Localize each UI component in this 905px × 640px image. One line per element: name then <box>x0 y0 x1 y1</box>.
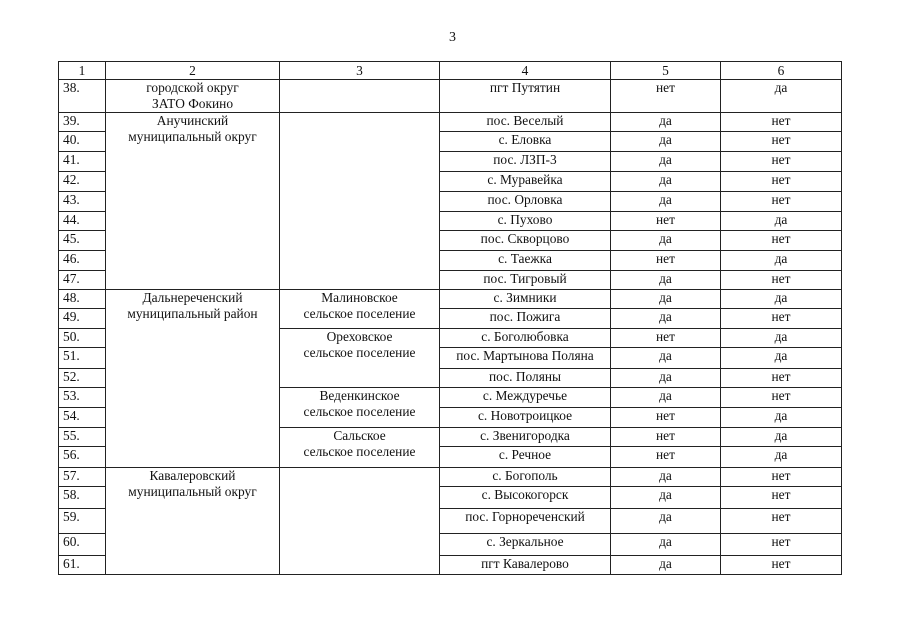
row-number: 47. <box>59 271 106 290</box>
settlement-name: пос. Скворцово <box>440 231 611 251</box>
cell-text-line: Веденкинское <box>319 388 400 403</box>
column-5-value: да <box>611 231 721 251</box>
row-number: 38. <box>59 80 106 113</box>
row-number: 58. <box>59 487 106 509</box>
cell-text-line: сельское поселение <box>303 404 416 419</box>
settlement-name: пос. Мартынова Поляна <box>440 348 611 369</box>
row-number: 42. <box>59 172 106 192</box>
column-6-value: нет <box>721 172 842 192</box>
table-row <box>59 113 842 132</box>
settlement-name: пгт Кавалерово <box>440 556 611 575</box>
settlement-name: пос. Тигровый <box>440 271 611 290</box>
municipality-cell <box>280 428 440 468</box>
settlement-name: пос. Пожига <box>440 309 611 329</box>
cell-text-line: муниципальный округ <box>128 129 257 144</box>
settlement-name: с. Еловка <box>440 132 611 152</box>
row-number: 46. <box>59 251 106 271</box>
municipality-cell <box>280 468 440 575</box>
district-cell <box>106 468 280 575</box>
cell-text-line: Малиновское <box>321 290 398 305</box>
settlements-table <box>58 61 842 575</box>
column-5-value: да <box>611 172 721 192</box>
row-number: 55. <box>59 428 106 447</box>
municipality-cell <box>280 113 440 290</box>
row-number: 50. <box>59 329 106 348</box>
column-5-value: да <box>611 290 721 309</box>
settlement-name: пгт Путятин <box>440 80 611 113</box>
cell-text-line: Анучинский <box>156 113 229 128</box>
column-5-value: нет <box>611 428 721 447</box>
municipality-cell <box>280 290 440 329</box>
settlement-name: с. Муравейка <box>440 172 611 192</box>
column-6-value: нет <box>721 509 842 534</box>
row-number: 49. <box>59 309 106 329</box>
row-number: 52. <box>59 369 106 388</box>
column-6-value: нет <box>721 113 842 132</box>
column-6-value: да <box>721 447 842 468</box>
column-6-value: нет <box>721 231 842 251</box>
column-6-value: нет <box>721 192 842 212</box>
row-number: 54. <box>59 408 106 428</box>
column-5-value: да <box>611 271 721 290</box>
cell-text-line: ЗАТО Фокино <box>151 96 234 111</box>
row-number: 60. <box>59 534 106 556</box>
page-number: 3 <box>449 30 456 45</box>
settlement-name: пос. ЛЗП-3 <box>440 152 611 172</box>
settlement-name: с. Зеркальное <box>440 534 611 556</box>
column-5-value: да <box>611 132 721 152</box>
row-number: 53. <box>59 388 106 408</box>
column-5-value: да <box>611 309 721 329</box>
column-6-value: да <box>721 80 842 113</box>
column-6-value: нет <box>721 487 842 509</box>
row-number: 57. <box>59 468 106 487</box>
cell-text-line: муниципальный округ <box>128 484 257 499</box>
column-5-value: нет <box>611 408 721 428</box>
column-5-value: да <box>611 348 721 369</box>
column-6-value: нет <box>721 132 842 152</box>
row-number: 59. <box>59 509 106 534</box>
district-cell <box>106 290 280 468</box>
column-5-value: да <box>611 487 721 509</box>
row-number: 56. <box>59 447 106 468</box>
district-cell <box>106 80 280 113</box>
column-header: 3 <box>280 62 440 80</box>
settlement-name: с. Новотроицкое <box>440 408 611 428</box>
column-6-value: нет <box>721 556 842 575</box>
district-cell <box>106 113 280 290</box>
column-header: 2 <box>106 62 280 80</box>
column-5-value: да <box>611 534 721 556</box>
settlement-name: с. Пухово <box>440 212 611 231</box>
column-5-value: да <box>611 388 721 408</box>
column-5-value: нет <box>611 447 721 468</box>
row-number: 45. <box>59 231 106 251</box>
cell-text-line: Ореховское <box>326 329 393 344</box>
column-5-value: да <box>611 556 721 575</box>
settlement-name: пос. Поляны <box>440 369 611 388</box>
column-header: 6 <box>721 62 842 80</box>
column-5-value: нет <box>611 251 721 271</box>
cell-text-line: Кавалеровский <box>149 468 236 483</box>
cell-text-line: сельское поселение <box>303 306 416 321</box>
column-6-value: нет <box>721 152 842 172</box>
column-6-value: да <box>721 290 842 309</box>
column-6-value: да <box>721 428 842 447</box>
cell-text-line: сельское поселение <box>303 444 416 459</box>
municipality-cell <box>280 388 440 428</box>
municipality-cell <box>280 80 440 113</box>
cell-text-line: сельское поселение <box>303 345 416 360</box>
settlement-name: пос. Орловка <box>440 192 611 212</box>
column-6-value: нет <box>721 309 842 329</box>
column-6-value: да <box>721 329 842 348</box>
column-header: 4 <box>440 62 611 80</box>
column-6-value: да <box>721 251 842 271</box>
row-number: 39. <box>59 113 106 132</box>
row-number: 43. <box>59 192 106 212</box>
row-number: 44. <box>59 212 106 231</box>
cell-text-line: городской округ <box>146 80 239 95</box>
settlement-name: пос. Веселый <box>440 113 611 132</box>
column-6-value: да <box>721 408 842 428</box>
cell-text-line: Сальское <box>333 428 386 443</box>
column-5-value: да <box>611 509 721 534</box>
header-row <box>59 62 842 80</box>
column-6-value: нет <box>721 534 842 556</box>
column-6-value: нет <box>721 271 842 290</box>
cell-text-line: муниципальный район <box>127 306 258 321</box>
column-5-value: нет <box>611 212 721 231</box>
table-row <box>59 80 842 113</box>
settlement-name: с. Богополь <box>440 468 611 487</box>
settlement-name: пос. Горнореченский <box>440 509 611 534</box>
table-row <box>59 290 842 309</box>
column-5-value: нет <box>611 80 721 113</box>
row-number: 51. <box>59 348 106 369</box>
settlement-name: с. Боголюбовка <box>440 329 611 348</box>
municipality-cell <box>280 329 440 388</box>
settlement-name: с. Звенигородка <box>440 428 611 447</box>
column-5-value: нет <box>611 329 721 348</box>
column-6-value: да <box>721 212 842 231</box>
row-number: 40. <box>59 132 106 152</box>
column-5-value: да <box>611 468 721 487</box>
column-6-value: нет <box>721 369 842 388</box>
settlement-name: с. Междуречье <box>440 388 611 408</box>
settlement-name: с. Высокогорск <box>440 487 611 509</box>
cell-text-line: Дальнереченский <box>142 290 243 305</box>
column-5-value: да <box>611 113 721 132</box>
column-header: 1 <box>59 62 106 80</box>
table-row <box>59 468 842 487</box>
row-number: 61. <box>59 556 106 575</box>
column-6-value: да <box>721 348 842 369</box>
settlement-name: с. Таежка <box>440 251 611 271</box>
column-5-value: да <box>611 192 721 212</box>
settlement-name: с. Речное <box>440 447 611 468</box>
column-6-value: нет <box>721 468 842 487</box>
settlement-name: с. Зимники <box>440 290 611 309</box>
column-6-value: нет <box>721 388 842 408</box>
column-5-value: да <box>611 152 721 172</box>
column-header: 5 <box>611 62 721 80</box>
row-number: 41. <box>59 152 106 172</box>
row-number: 48. <box>59 290 106 309</box>
column-5-value: да <box>611 369 721 388</box>
